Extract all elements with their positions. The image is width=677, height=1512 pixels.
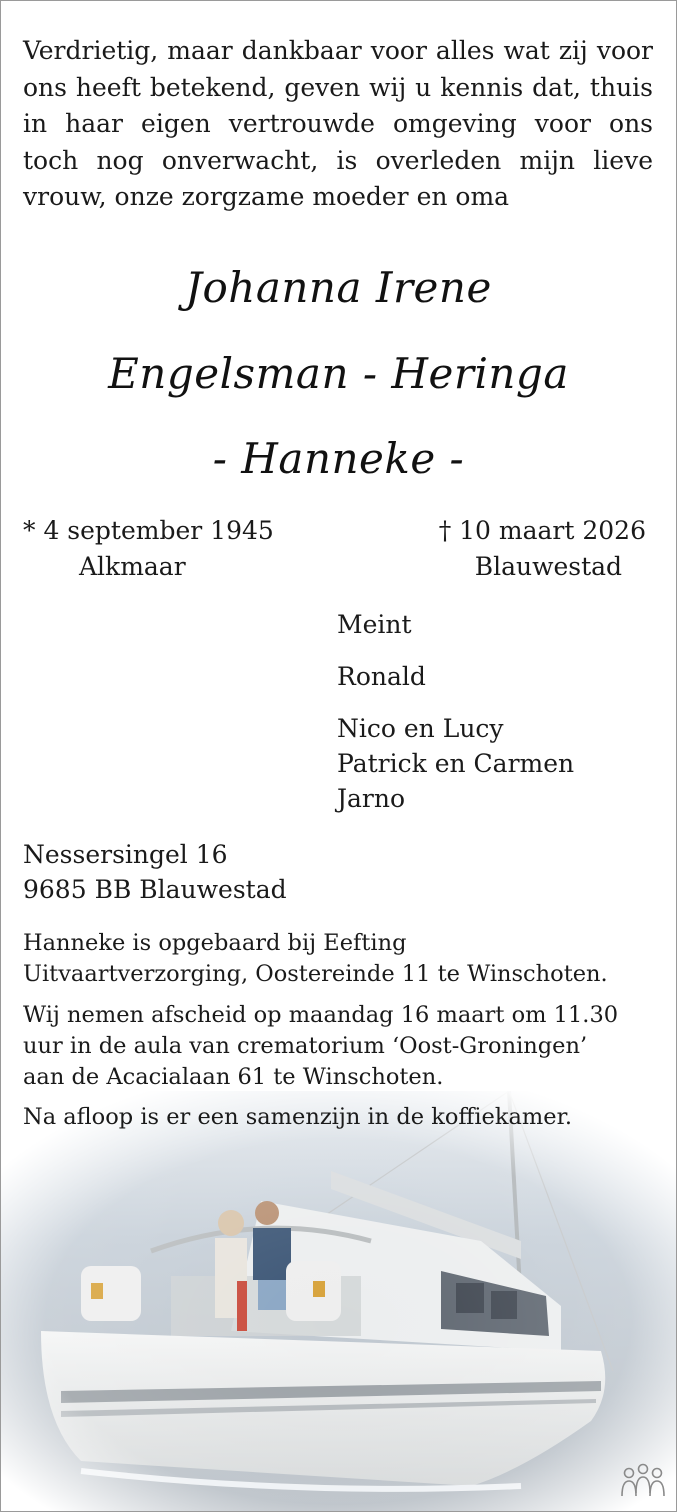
birth-place: Alkmaar — [79, 552, 186, 581]
family-member: Ronald — [337, 662, 426, 691]
correspondence-address — [23, 837, 287, 907]
death-info — [439, 513, 646, 585]
name-line-surname: Engelsman - Heringa — [108, 349, 569, 398]
family-group-son-with-family — [337, 711, 574, 816]
family-member: Meint — [337, 610, 412, 639]
birth-date: * 4 september 1945 — [23, 516, 274, 545]
family-group-husband — [337, 607, 574, 642]
death-date: † 10 maart 2026 — [438, 516, 646, 545]
sailboat-photo — [1, 1091, 676, 1511]
family-member: Patrick en Carmen — [337, 749, 575, 778]
birth-info — [23, 513, 274, 585]
address-street: Nessersingel 16 — [23, 840, 228, 869]
people-logo-icon — [620, 1463, 666, 1499]
family-list — [337, 607, 574, 833]
intro-text: Verdrietig, maar dankbaar voor alles wat zij voor ons heeft betekend, geven wij u kennis dat, thuis in haar eigen vertrouwde omgeving voor ons toch nog onverwacht, is overleden mijn lieve vrouw, onze zorgzame moeder en oma — [23, 36, 653, 211]
laid-out-info: Hanneke is opgebaard bij Eefting Uitvaartverzorging, Oostereinde 11 te Winschoten. — [23, 930, 608, 987]
name-line-first: Johanna Irene — [185, 263, 492, 312]
farewell-info: Wij nemen afscheid op maandag 16 maart om 11.30 uur in de aula van crematorium ‘Oost-Groningen’ aan de Acacialaan 61 te Winschoten. — [23, 1002, 619, 1090]
family-member: Jarno — [337, 784, 406, 813]
family-member: Nico en Lucy — [337, 714, 504, 743]
gathering-info: Na afloop is er een samenzijn in de koffiekamer. — [23, 1104, 573, 1130]
address-city: 9685 BB Blauwestad — [23, 875, 287, 904]
name-line-nickname: - Hanneke - — [212, 434, 465, 483]
family-group-son — [337, 659, 574, 694]
death-place: Blauwestad — [474, 552, 623, 581]
